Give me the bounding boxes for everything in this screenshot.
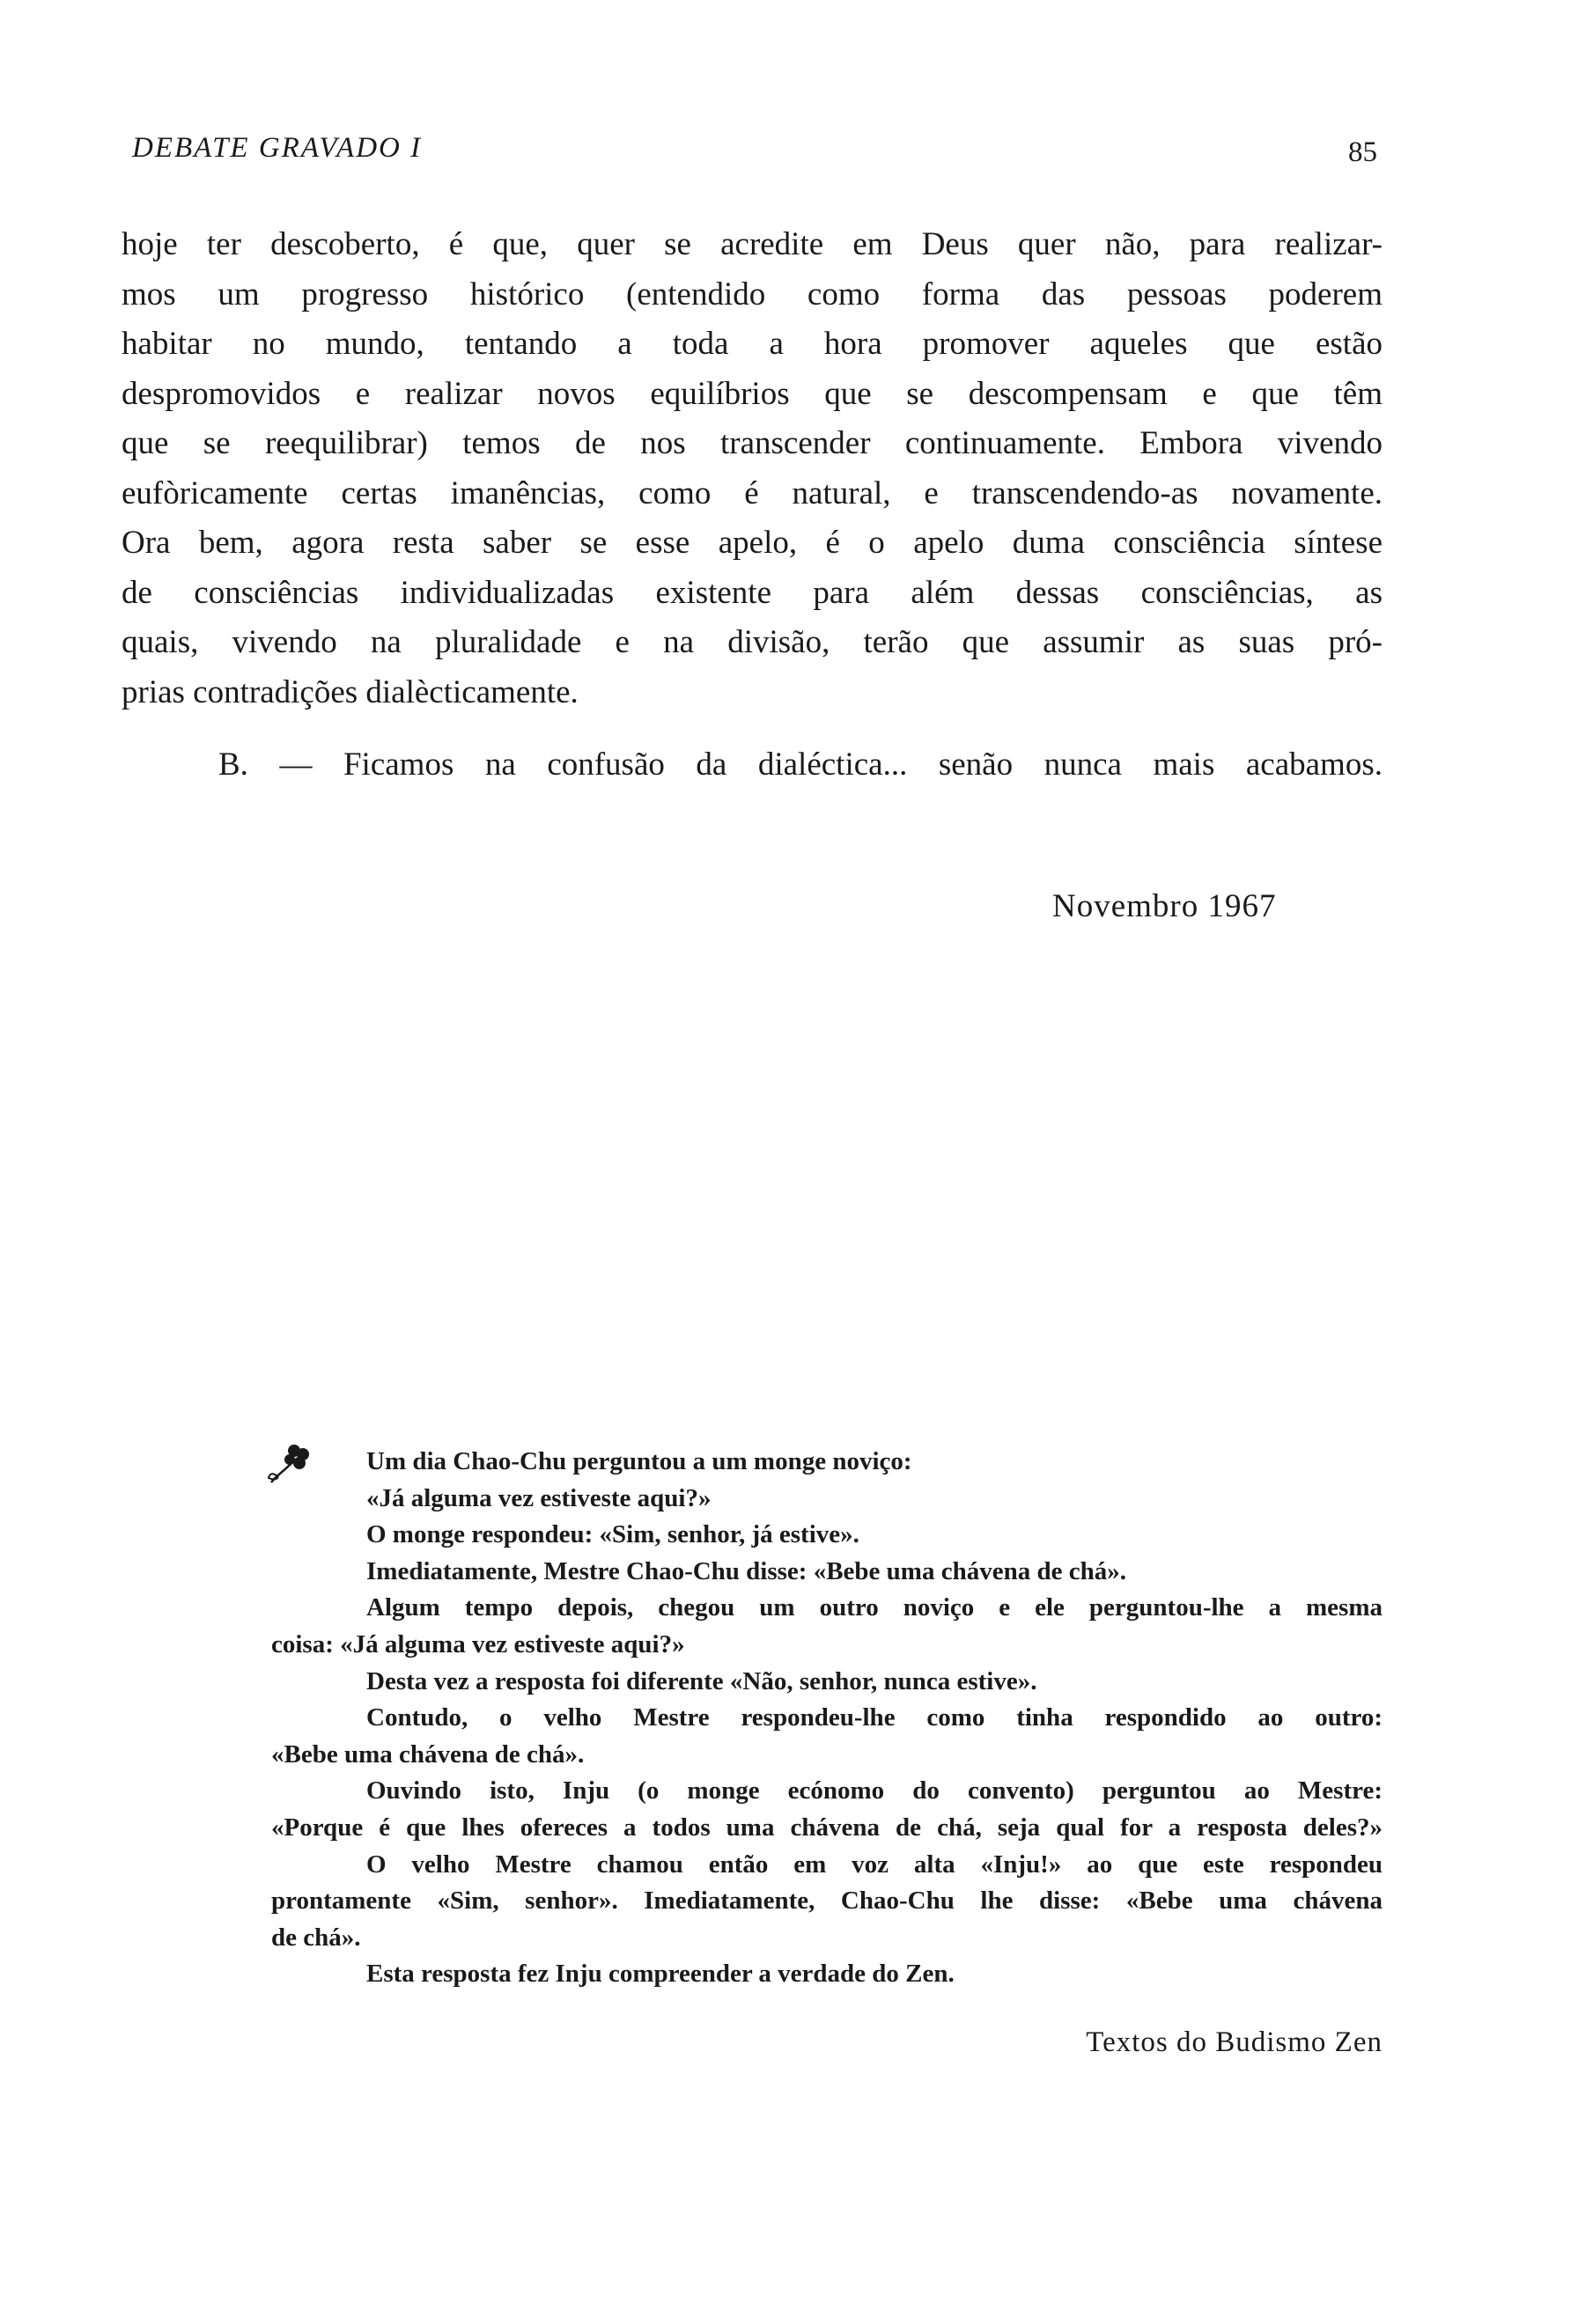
zen-line: coisa: «Já alguma vez estiveste aqui?» [271, 1629, 685, 1658]
zen-line: O velho Mestre chamou então em voz alta «Inju!» ao que este respondeu [366, 1850, 1383, 1879]
zen-line: Esta resposta fez Inju compreender a verdade do Zen. [366, 1960, 955, 1989]
zen-line: «Porque é que lhes ofereces a todos uma chávena de chá, seja qual for a resposta deles?» [271, 1813, 1383, 1842]
date-line: Novembro 1967 [1052, 888, 1277, 924]
zen-line: «Bebe uma chávena de chá». [271, 1739, 585, 1769]
zen-line: «Já alguma vez estiveste aqui?» [366, 1483, 712, 1512]
body-line: despromovidos e realizar novos equilíbrios que se descompensam e que têm [122, 375, 1383, 412]
zen-line: Imediatamente, Mestre Chao-Chu disse: «Bebe uma chávena de chá». [366, 1556, 1126, 1585]
zen-line: Ouvindo isto, Inju (o monge ecónomo do convento) perguntou ao Mestre: [366, 1776, 1383, 1806]
body-line: que se reequilibrar) temos de nos transcender continuamente. Embora vivendo [122, 425, 1383, 461]
source-attribution: Textos do Budismo Zen [1086, 2026, 1383, 2058]
zen-line: prontamente «Sim, senhor». Imediatamente, Chao-Chu lhe disse: «Bebe uma chávena [271, 1886, 1383, 1916]
running-head: DEBATE GRAVADO I [132, 132, 423, 164]
speaker-reply: B. — Ficamos na confusão da dialéctica... senão nunca mais acabamos. [218, 746, 1383, 783]
zen-line: O monge respondeu: «Sim, senhor, já estive». [366, 1520, 859, 1549]
body-line: prias contradições dialècticamente. [122, 673, 579, 710]
body-line: habitar no mundo, tentando a toda a hora promover aqueles que estão [122, 326, 1383, 362]
zen-story [271, 1444, 1383, 1993]
page-number: 85 [1348, 136, 1377, 168]
body-line: hoje ter descoberto, é que, quer se acredite em Deus quer não, para realizar- [122, 226, 1383, 262]
zen-line: Um dia Chao-Chu perguntou a um monge noviço: [366, 1447, 912, 1475]
zen-line: de chá». [271, 1923, 361, 1952]
body-paragraph [122, 220, 1383, 717]
body-line: eufòricamente certas imanências, como é natural, e transcendendo-as novamente. [122, 474, 1383, 511]
zen-line: Algum tempo depois, chegou um outro noviço e ele perguntou-lhe a mesma [366, 1593, 1383, 1622]
body-line: mos um progresso histórico (entendido como forma das pessoas poderem [122, 276, 1383, 313]
zen-line: Desta vez a resposta foi diferente «Não, senhor, nunca estive». [366, 1666, 1037, 1695]
body-line: de consciências individualizadas existente para além dessas consciências, as [122, 574, 1383, 611]
body-line: Ora bem, agora resta saber se esse apelo, é o apelo duma consciência síntese [122, 525, 1383, 561]
zen-line: Contudo, o velho Mestre respondeu-lhe como tinha respondido ao outro: [366, 1703, 1383, 1732]
body-line: quais, vivendo na pluralidade e na divisão, terão que assumir as suas pró- [122, 624, 1383, 660]
